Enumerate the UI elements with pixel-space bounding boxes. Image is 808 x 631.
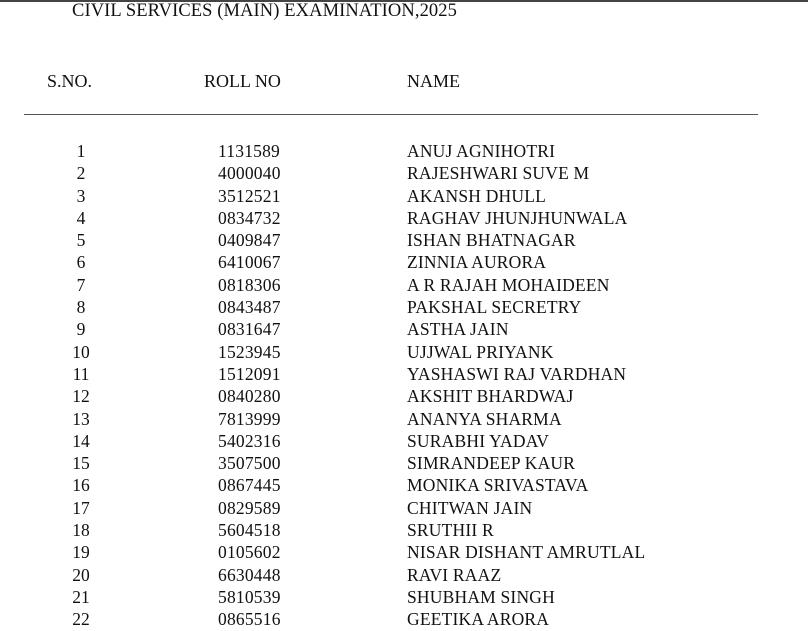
column-header-name: NAME <box>407 71 460 91</box>
table-row <box>0 140 808 162</box>
name-cell: RAVI RAAZ <box>407 564 502 585</box>
sno-cell: 14 <box>72 430 90 451</box>
roll-no-cell: 1523945 <box>218 341 281 362</box>
roll-no-cell: 0843487 <box>218 297 281 318</box>
roll-no-cell: 0409847 <box>218 230 281 251</box>
table-row <box>0 586 808 608</box>
sno-cell: 17 <box>72 497 90 518</box>
table-row <box>0 229 808 251</box>
sno-cell: 13 <box>72 408 90 429</box>
roll-no-cell: 0829589 <box>218 497 281 518</box>
name-cell: CHITWAN JAIN <box>407 497 533 518</box>
roll-no-cell: 5810539 <box>218 586 281 607</box>
table-row <box>0 541 808 563</box>
name-cell: MONIKA SRIVASTAVA <box>407 475 589 496</box>
table-row <box>0 564 808 586</box>
roll-no-cell: 0834732 <box>218 207 281 228</box>
name-cell: NISAR DISHANT AMRUTLAL <box>407 542 646 563</box>
name-cell: RAJESHWARI SUVE M <box>407 163 590 184</box>
table-row <box>0 274 808 296</box>
roll-no-cell: 3512521 <box>218 185 281 206</box>
column-header-roll-no: ROLL NO <box>204 71 281 91</box>
sno-cell: 18 <box>72 520 90 541</box>
sno-cell: 2 <box>76 163 86 184</box>
name-cell: SRUTHII R <box>407 520 494 541</box>
sno-cell: 15 <box>72 453 90 474</box>
roll-no-cell: 0867445 <box>218 475 281 496</box>
name-cell: ASTHA JAIN <box>407 319 509 340</box>
name-cell: SURABHI YADAV <box>407 430 550 451</box>
table-row <box>0 430 808 452</box>
sno-cell: 1 <box>76 141 86 161</box>
roll-no-cell: 3507500 <box>218 453 281 474</box>
sno-cell: 5 <box>76 230 86 251</box>
name-cell: ZINNIA AURORA <box>407 252 547 273</box>
table-row <box>0 497 808 519</box>
name-cell: PAKSHAL SECRETRY <box>407 297 582 318</box>
roll-no-cell: 1131589 <box>218 141 281 161</box>
sno-cell: 9 <box>76 319 86 340</box>
header-divider-rule <box>24 114 758 115</box>
name-cell: YASHASWI RAJ VARDHAN <box>407 363 627 384</box>
name-cell: ISHAN BHATNAGAR <box>407 230 576 251</box>
column-header-sno: S.NO. <box>47 71 93 91</box>
sno-cell: 11 <box>72 363 90 384</box>
table-row <box>0 207 808 229</box>
table-row <box>0 452 808 474</box>
roll-no-cell: 5402316 <box>218 430 281 451</box>
sno-cell: 3 <box>76 185 86 206</box>
roll-no-cell: 4000040 <box>218 163 281 184</box>
roll-no-cell: 6630448 <box>218 564 281 585</box>
sno-cell: 12 <box>72 386 90 407</box>
table-row <box>0 408 808 430</box>
table-row <box>0 185 808 207</box>
name-cell: ANUJ AGNIHOTRI <box>407 141 556 161</box>
sno-cell: 22 <box>72 609 90 630</box>
roll-no-cell: 0831647 <box>218 319 281 340</box>
roll-no-cell: 7813999 <box>218 408 281 429</box>
name-cell: AKSHIT BHARDWAJ <box>407 386 574 407</box>
sno-cell: 7 <box>76 274 86 295</box>
table-row <box>0 608 808 630</box>
name-cell: UJJWAL PRIYANK <box>407 341 554 362</box>
name-cell: SHUBHAM SINGH <box>407 586 555 607</box>
name-cell: A R RAJAH MOHAIDEEN <box>407 274 610 295</box>
name-cell: RAGHAV JHUNJHUNWALA <box>407 207 628 228</box>
name-cell: ANANYA SHARMA <box>407 408 562 429</box>
table-row <box>0 474 808 496</box>
sno-cell: 10 <box>72 341 90 362</box>
roll-no-cell: 0865516 <box>218 609 281 630</box>
table-row <box>0 296 808 318</box>
sno-cell: 21 <box>72 586 90 607</box>
sno-cell: 16 <box>72 475 90 496</box>
document-title: CIVIL SERVICES (MAIN) EXAMINATION,2025 <box>72 1 457 21</box>
table-row <box>0 162 808 184</box>
roll-no-cell: 6410067 <box>218 252 281 273</box>
name-cell: AKANSH DHULL <box>407 185 546 206</box>
roll-no-cell: 0105602 <box>218 542 281 563</box>
table-row <box>0 385 808 407</box>
table-row <box>0 519 808 541</box>
sno-cell: 8 <box>76 297 86 318</box>
name-cell: SIMRANDEEP KAUR <box>407 453 576 474</box>
sno-cell: 6 <box>76 252 86 273</box>
name-cell: GEETIKA ARORA <box>407 609 550 630</box>
roll-no-cell: 1512091 <box>218 363 281 384</box>
table-row <box>0 318 808 340</box>
results-table-body <box>0 140 808 631</box>
table-row <box>0 363 808 385</box>
sno-cell: 4 <box>76 207 86 228</box>
roll-no-cell: 0840280 <box>218 386 281 407</box>
roll-no-cell: 0818306 <box>218 274 281 295</box>
table-row <box>0 341 808 363</box>
table-row <box>0 251 808 273</box>
sno-cell: 19 <box>72 542 90 563</box>
sno-cell: 20 <box>72 564 90 585</box>
roll-no-cell: 5604518 <box>218 520 281 541</box>
